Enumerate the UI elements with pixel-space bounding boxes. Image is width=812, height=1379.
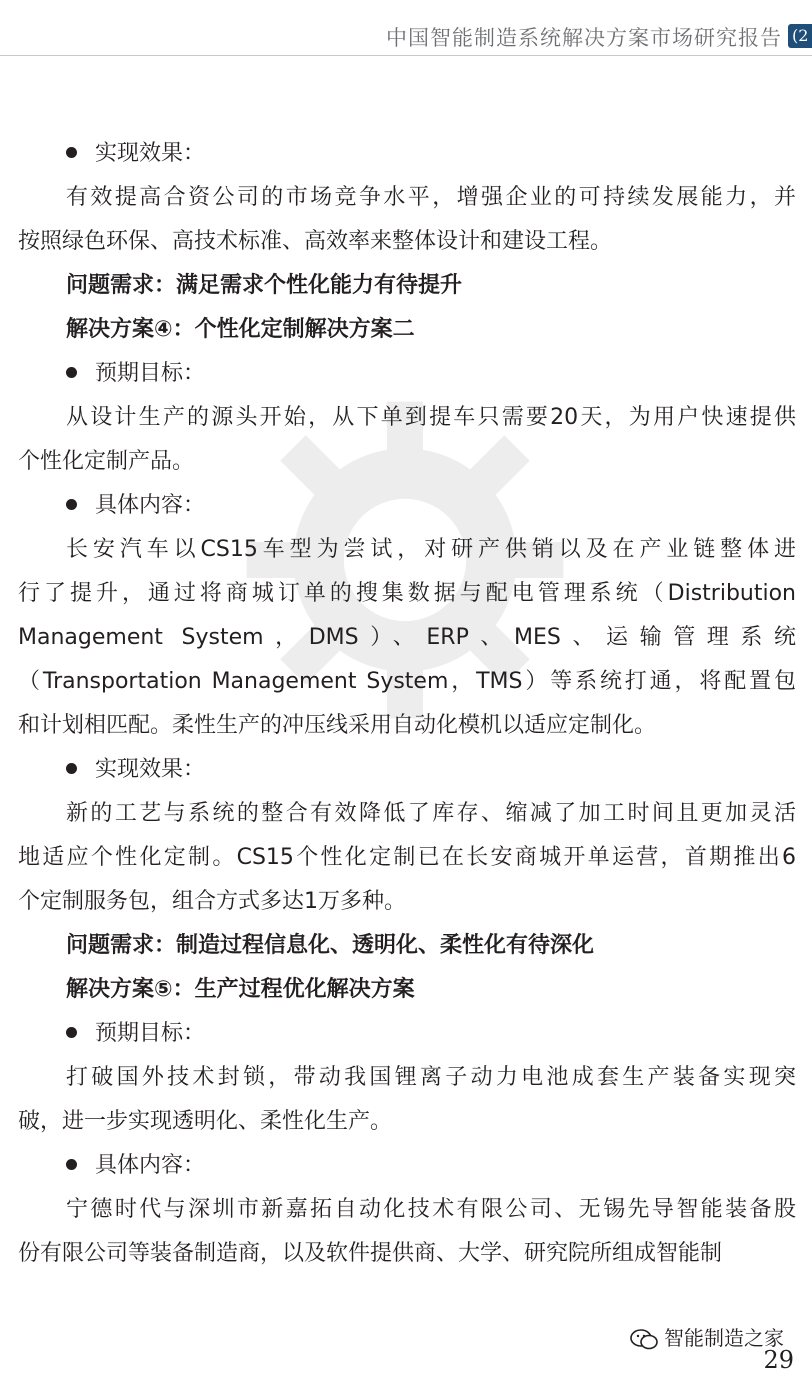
bullet-heading [18,1144,796,1188]
section-heading: 解决方案⑤：生产过程优化解决方案 [66,977,415,1002]
document-body [18,132,796,1276]
bullet-text: 预期目标： [95,361,206,386]
paragraph-line: 地适应个性化定制。CS15个性化定制已在长安商城开单运营，首期推出6 [18,845,796,870]
paragraph-line: 破，进一步实现透明化、柔性化生产。 [18,1109,393,1134]
paragraph-line: 个性化定制产品。 [18,449,195,474]
bullet-icon [66,367,77,378]
bullet-icon [66,1027,77,1038]
section-heading: 问题需求：制造过程信息化、透明化、柔性化有待深化 [66,933,595,958]
bullet-heading [18,484,796,528]
page-number: 29 [763,1346,794,1374]
bullet-text: 具体内容： [95,1153,206,1178]
section-heading: 解决方案④：个性化定制解决方案二 [66,317,415,342]
bullet-text: 实现效果： [95,757,206,782]
page-header [0,0,812,56]
paragraph-line: 新的工艺与系统的整合有效降低了库存、缩减了加工时间且更加灵活 [66,801,796,826]
paragraph-line: 长安汽车以CS15车型为尝试，对研产供销以及在产业链整体进 [66,537,796,562]
bullet-text: 实现效果： [95,141,206,166]
paragraph-line: Management System，DMS）、ERP、MES、运输管理系统 [18,625,796,650]
bullet-icon [66,763,77,774]
paragraph-line: 从设计生产的源头开始，从下单到提车只需要20天，为用户快速提供 [66,405,796,430]
bullet-icon [66,499,77,510]
paragraph-line: 和计划相匹配。柔性生产的冲压线采用自动化模机以适应定制化。 [18,713,657,738]
bullet-heading [18,1012,796,1056]
paragraph-line: 按照绿色环保、高技术标准、高效率来整体设计和建设工程。 [18,229,613,254]
paragraph-line: 个定制服务包，组合方式多达1万多种。 [18,889,406,914]
bullet-icon [66,1159,77,1170]
bullet-text: 具体内容： [95,493,206,518]
wechat-icon [630,1329,658,1351]
bullet-text: 预期目标： [95,1021,206,1046]
paragraph-line: 份有限公司等装备制造商，以及软件提供商、大学、研究院所组成智能制 [18,1241,723,1266]
footer-brand-text: 智能制造之家 [664,1326,784,1350]
section-heading: 问题需求：满足需求个性化能力有待提升 [66,273,463,298]
report-title: 中国智能制造系统解决方案市场研究报告 [386,26,782,50]
chapter-tag: (2 [788,24,812,48]
paragraph-line: （Transportation Management System，TMS）等系统打通，将配置包 [18,669,796,694]
paragraph-line: 行了提升，通过将商城订单的搜集数据与配电管理系统（Distribution [18,581,796,606]
bullet-heading [18,132,796,176]
paragraph-line: 有效提高合资公司的市场竞争水平，增强企业的可持续发展能力，并 [66,185,796,210]
bullet-heading [18,352,796,396]
bullet-heading [18,748,796,792]
paragraph-line: 打破国外技术封锁，带动我国锂离子动力电池成套生产装备实现突 [66,1065,796,1090]
paragraph-line: 宁德时代与深圳市新嘉拓自动化技术有限公司、无锡先导智能装备股 [66,1197,796,1222]
footer-brand [630,1322,784,1351]
bullet-icon [66,147,77,158]
header-divider [0,55,812,56]
